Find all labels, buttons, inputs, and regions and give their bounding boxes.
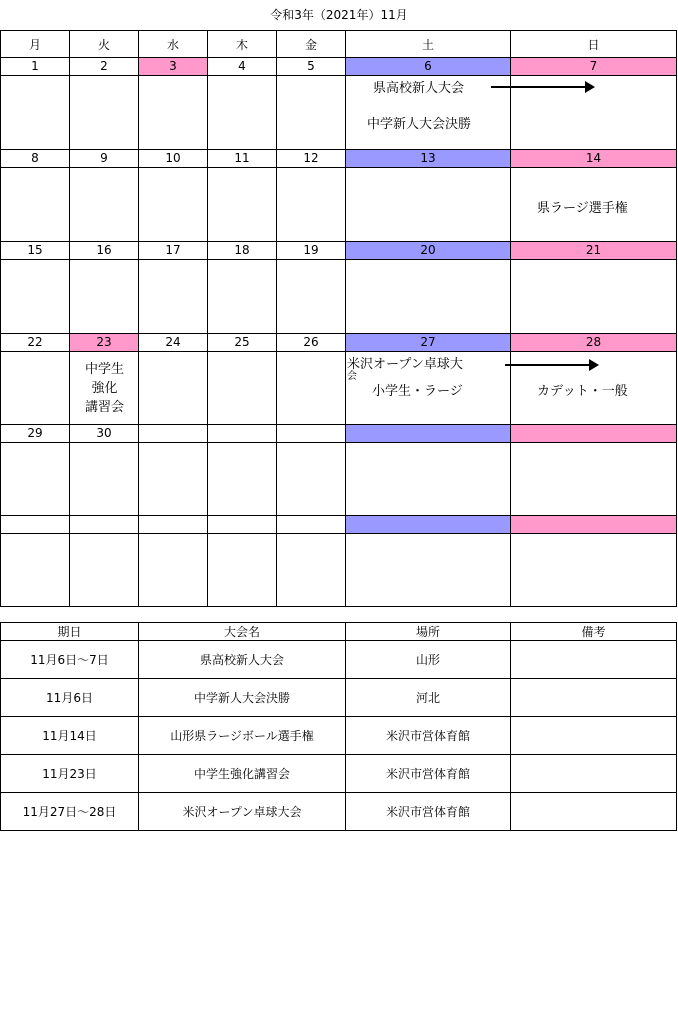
event-cell [277,260,346,334]
row-date: 11月6日 [1,679,139,717]
date-cell: 26 [277,334,346,352]
event-cell [511,534,677,607]
event-cell [277,534,346,607]
row-note [511,641,677,679]
event-cell [346,260,511,334]
event-cell [139,168,208,242]
date-row [1,334,677,352]
row-date: 11月14日 [1,717,139,755]
header-event-name: 大会名 [139,623,346,641]
table-row [1,793,677,831]
calendar-title: 令和3年（2021年）11月 [270,8,408,22]
event-cell [70,443,139,516]
date-row [1,242,677,260]
date-cell [277,516,346,534]
header-date: 期日 [1,623,139,641]
schedule-header-row [1,623,677,641]
event-junior-high-newcomer-final: 中学新人大会決勝 [367,117,472,132]
event-cell [277,443,346,516]
row-name: 米沢オープン卓球大会 [139,793,346,831]
event-cell [1,534,70,607]
row-note [511,755,677,793]
row-place: 河北 [346,679,511,717]
event-cell [277,168,346,242]
row-date: 11月27日～28日 [1,793,139,831]
date-cell [1,516,70,534]
row-place: 米沢市営体育館 [346,755,511,793]
span-arrow-week4 [505,364,597,366]
schedule-table [0,622,677,831]
date-cell: 19 [277,242,346,260]
event-prefectural-hs-newcomer: 県高校新人大会 [373,81,465,96]
event-cell [139,76,208,150]
date-cell-saturday: 13 [346,150,511,168]
event-cell [1,168,70,242]
row-place: 米沢市営体育館 [346,793,511,831]
event-cell [70,260,139,334]
event-cell [346,76,511,150]
date-row [1,516,677,534]
event-cell [277,76,346,150]
date-cell: 18 [208,242,277,260]
date-cell-saturday: 20 [346,242,511,260]
event-row [1,534,677,607]
event-cell [346,352,511,425]
event-cell [208,168,277,242]
date-cell [208,425,277,443]
date-cell-sunday: 28 [511,334,677,352]
date-cell: 15 [1,242,70,260]
row-note [511,679,677,717]
event-yonezawa-open: 米沢オープン卓球大 [347,357,463,372]
weekday-fri: 金 [277,31,346,58]
event-elementary-large: 小学生・ラージ [372,384,463,399]
event-cell [208,76,277,150]
event-cell [277,352,346,425]
event-cell [70,168,139,242]
row-note [511,793,677,831]
date-cell: 1 [1,58,70,76]
event-cell [346,534,511,607]
date-cell: 16 [70,242,139,260]
event-cell [208,534,277,607]
row-place: 米沢市営体育館 [346,717,511,755]
event-junior-high-training: 中学生 強化 講習会 [84,362,124,415]
event-cell [511,260,677,334]
event-cell [70,534,139,607]
event-cell [139,534,208,607]
weekday-tue: 火 [70,31,139,58]
date-cell [277,425,346,443]
event-cell [1,443,70,516]
header-note: 備考 [511,623,677,641]
row-place: 山形 [346,641,511,679]
date-cell-saturday [346,516,511,534]
date-cell: 5 [277,58,346,76]
table-row [1,755,677,793]
date-cell-holiday: 23 [70,334,139,352]
calendar-grid [0,30,677,607]
date-cell: 29 [1,425,70,443]
date-cell: 8 [1,150,70,168]
date-cell: 10 [139,150,208,168]
event-cell [208,443,277,516]
row-name: 中学生強化講習会 [139,755,346,793]
date-cell: 24 [139,334,208,352]
event-cell [70,352,139,425]
table-row [1,679,677,717]
row-date: 11月6日～7日 [1,641,139,679]
event-large-ball-championship: 県ラージ選手権 [537,201,628,216]
event-cell [70,76,139,150]
weekday-wed: 水 [139,31,208,58]
date-cell: 17 [139,242,208,260]
date-row [1,425,677,443]
date-cell [139,516,208,534]
weekday-mon: 月 [1,31,70,58]
event-cell [139,260,208,334]
row-name: 中学新人大会決勝 [139,679,346,717]
date-cell: 11 [208,150,277,168]
event-row [1,260,677,334]
date-cell: 25 [208,334,277,352]
date-cell: 9 [70,150,139,168]
date-cell-sunday: 21 [511,242,677,260]
event-cell [346,168,511,242]
event-cell [511,168,677,242]
event-cell [208,260,277,334]
row-note [511,717,677,755]
date-cell-sunday: 7 [511,58,677,76]
table-row [1,717,677,755]
date-cell: 4 [208,58,277,76]
date-cell: 22 [1,334,70,352]
event-row [1,443,677,516]
date-row [1,150,677,168]
event-cadet-general: カデット・一般 [537,384,628,399]
event-yonezawa-open-cont: 会 [347,371,357,382]
event-cell [139,443,208,516]
date-cell-sunday [511,516,677,534]
event-cell [346,443,511,516]
date-cell: 30 [70,425,139,443]
date-cell [139,425,208,443]
event-cell [1,76,70,150]
row-name: 山形県ラージボール選手権 [139,717,346,755]
event-cell [208,352,277,425]
weekday-header-row [1,31,677,58]
event-row [1,168,677,242]
date-cell [208,516,277,534]
date-row [1,58,677,76]
table-row [1,641,677,679]
span-arrow-week1 [491,86,593,88]
header-place: 場所 [346,623,511,641]
date-cell [70,516,139,534]
date-cell: 2 [70,58,139,76]
date-cell-holiday: 3 [139,58,208,76]
date-cell: 12 [277,150,346,168]
date-cell-sunday: 14 [511,150,677,168]
date-cell-sunday [511,425,677,443]
event-cell [1,260,70,334]
event-cell [511,443,677,516]
event-row [1,352,677,425]
date-cell-saturday: 27 [346,334,511,352]
weekday-sun: 日 [511,31,677,58]
weekday-thu: 木 [208,31,277,58]
date-cell-saturday [346,425,511,443]
row-date: 11月23日 [1,755,139,793]
weekday-sat: 土 [346,31,511,58]
date-cell-saturday: 6 [346,58,511,76]
event-cell [1,352,70,425]
row-name: 県高校新人大会 [139,641,346,679]
event-cell [139,352,208,425]
